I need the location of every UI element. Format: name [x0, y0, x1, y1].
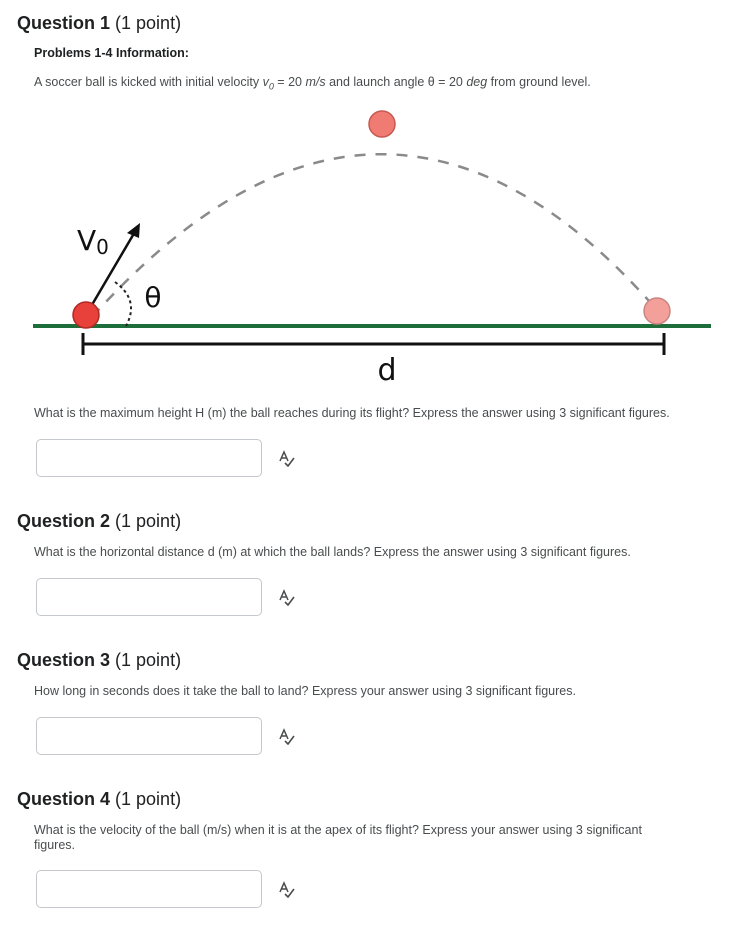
question-4-text: What is the velocity of the ball (m/s) when it is at the apex of its flight? Express your answer using 3 significant figures.	[34, 823, 642, 852]
question-2-points: (1 point)	[115, 511, 182, 531]
question-2-text: What is the horizontal distance d (m) at which the ball lands? Express the answer using 3 significant figures.	[34, 545, 631, 559]
apex-ball	[369, 111, 395, 137]
landing-ball	[644, 298, 670, 324]
trajectory-arc	[92, 154, 657, 317]
spell-check-icon[interactable]	[277, 449, 295, 467]
projectile-diagram	[0, 95, 729, 395]
question-2-title	[17, 510, 181, 532]
question-4-number: Question 4	[17, 789, 111, 809]
spell-check-icon[interactable]	[277, 880, 295, 898]
spell-check-icon[interactable]	[277, 588, 295, 606]
question-1-answer-input[interactable]	[36, 439, 262, 477]
question-4-answer-input[interactable]	[36, 870, 262, 908]
question-3-title	[17, 649, 181, 671]
question-2-number: Question 2	[17, 511, 111, 531]
question-3-points: (1 point)	[115, 650, 182, 670]
question-3-answer-input[interactable]	[36, 717, 262, 755]
question-4-title	[17, 788, 181, 810]
question-1-number: Question 1	[17, 13, 111, 33]
theta-label: θ	[144, 281, 162, 314]
distance-label: d	[377, 353, 397, 388]
spell-check-icon[interactable]	[277, 727, 295, 745]
info-text: A soccer ball is kicked with initial velocity $v_0 = 20$ m/s and launch angle θ = 20 deg from ground level.	[34, 75, 591, 92]
question-1-points: (1 point)	[115, 13, 182, 33]
question-4-points: (1 point)	[115, 789, 182, 809]
v0-label: V0	[77, 224, 109, 259]
question-2-answer-input[interactable]	[36, 578, 262, 616]
info-heading: Problems 1-4 Information:	[34, 46, 189, 60]
launch-ball	[73, 302, 99, 328]
question-1-title	[17, 12, 181, 34]
question-3-text: How long in seconds does it take the ball to land? Express your answer using 3 significant figures.	[34, 684, 576, 698]
question-3-number: Question 3	[17, 650, 111, 670]
question-1-text: What is the maximum height H (m) the ball reaches during its flight? Express the answer using 3 significant figures.	[34, 406, 670, 420]
angle-arc	[115, 282, 131, 326]
